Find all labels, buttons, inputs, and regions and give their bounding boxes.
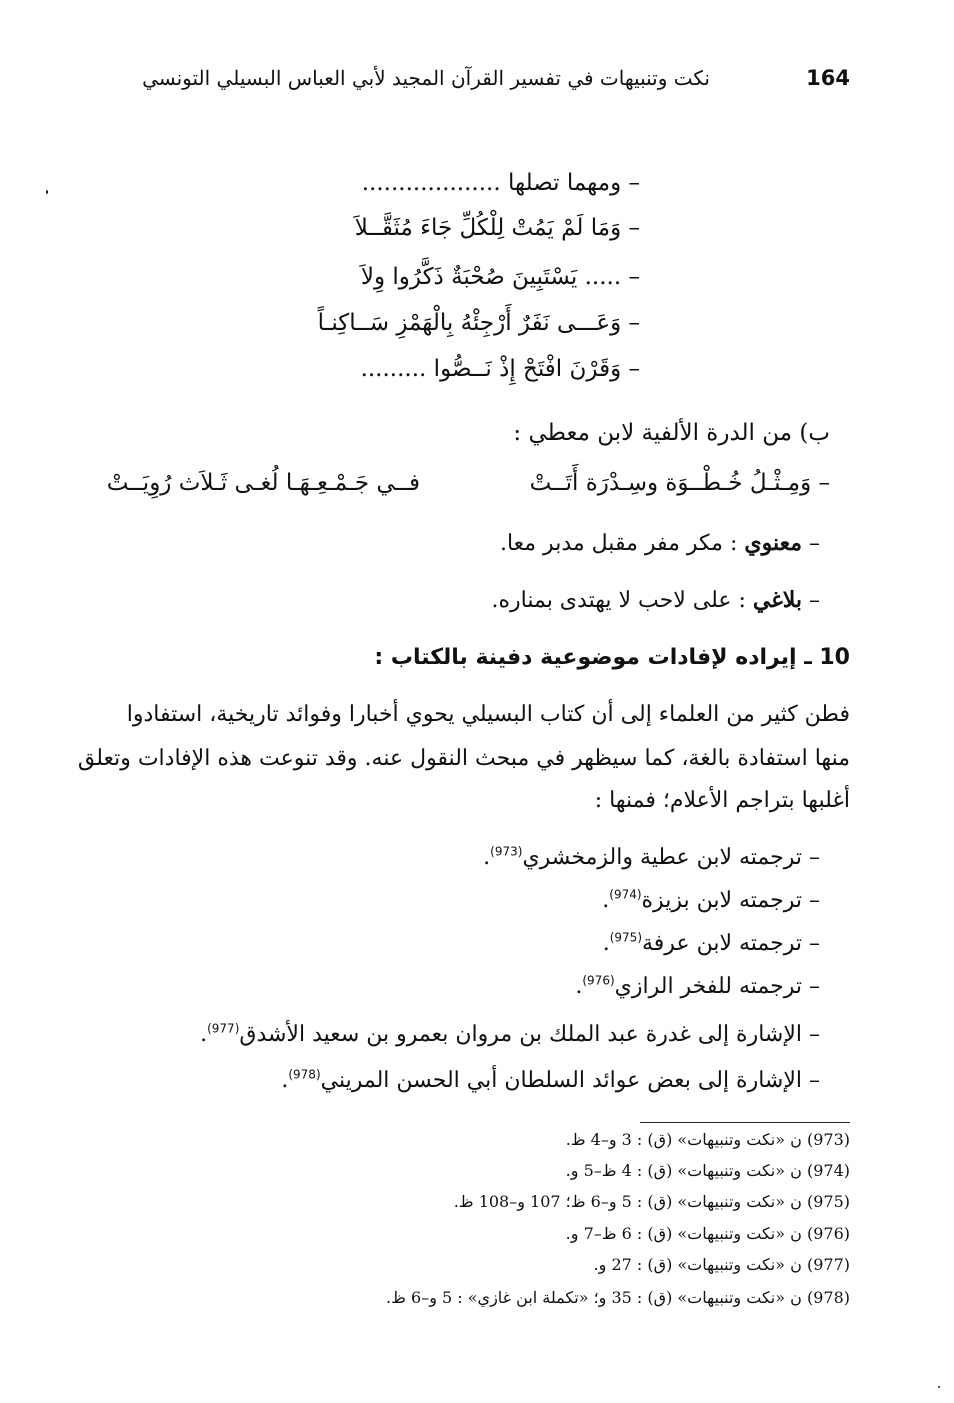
list-item-end: . bbox=[281, 1068, 289, 1093]
list-item bbox=[150, 974, 820, 999]
footnote-ref[interactable]: (977) bbox=[207, 1021, 240, 1036]
list-item-text: – الإشارة إلى غدرة عبد الملك بن مروان بعمرو بن سعيد الأشدق bbox=[239, 1022, 820, 1047]
list-item-end: . bbox=[483, 845, 491, 870]
rhetoric-label: بلاغي bbox=[752, 587, 802, 613]
meaning-label: معنوي bbox=[744, 530, 802, 556]
page-number: 164 bbox=[806, 66, 850, 90]
scan-speck bbox=[46, 190, 48, 194]
paragraph-line-2: منها استفادة بالغة، كما سيظهر في مبحث النقول عنه. وقد تنوعت هذه الإفادات وتعلق bbox=[77, 746, 850, 771]
list-item bbox=[150, 888, 820, 913]
paragraph-line-3: أغلبها بتراجم الأعلام؛ فمنها : bbox=[594, 788, 850, 813]
footnote: (977) ن «نكت وتنبيهات» (ق) : 27 و. bbox=[593, 1255, 850, 1274]
list-item-end: . bbox=[200, 1022, 208, 1047]
list-item bbox=[150, 931, 820, 956]
list-item-text: – الإشارة إلى بعض عوائد السلطان أبي الحسن المريني bbox=[320, 1068, 820, 1093]
list-item-end: . bbox=[602, 888, 610, 913]
list-item bbox=[150, 1022, 820, 1047]
running-title: نكت وتنبيهات في تفسير القرآن المجيد لأبي العباس البسيلي التونسي bbox=[142, 66, 710, 90]
verse-line-3: – ..... يَسْتَبِينَ صُحْبَةٌ ذَكَّرُوا وِلاَ bbox=[360, 264, 640, 290]
section-title: 10 ـ إيراده لإفادات موضوعية دفينة بالكتاب : bbox=[374, 645, 850, 670]
list-item-text: – ترجمته لابن بزيزة bbox=[641, 888, 820, 913]
verse-line-4: – وَعَـــى نَفَرٌ أَرْجِئْهُ بِالْهَمْزِ سَــاكِنـاً bbox=[317, 310, 640, 336]
rhetoric-line: – بلاغي : على لاحب لا يهتدى بمناره. bbox=[491, 587, 820, 613]
list-item bbox=[150, 845, 820, 870]
footnote: (975) ن «نكت وتنبيهات» (ق) : 5 و–6 ظ؛ 107 و–108 ظ. bbox=[453, 1192, 850, 1211]
verse-line-2: – وَمَا لَمْ يَمُتْ لِلْكُلِّ جَاءَ مُثَقَّــلاَ bbox=[354, 215, 640, 241]
list-item-text: – ترجمته لابن عرفة bbox=[642, 931, 820, 956]
list-item-text: – ترجمته لابن عطية والزمخشري bbox=[522, 845, 820, 870]
verse-line-5: – وَقَرْنَ افْتَحْ إِذْ نَــصُّوا ......... bbox=[360, 356, 640, 382]
footnote: (976) ن «نكت وتنبيهات» (ق) : 6 ظ–7 و. bbox=[565, 1224, 850, 1243]
footnote-divider bbox=[640, 1122, 850, 1123]
list-item-end: . bbox=[602, 931, 610, 956]
footnote: (974) ن «نكت وتنبيهات» (ق) : 4 ظ–5 و. bbox=[565, 1161, 850, 1180]
footnote: (978) ن «نكت وتنبيهات» (ق) : 35 و؛ «تكملة ابن غازي» : 5 و–6 ظ. bbox=[386, 1288, 850, 1307]
hemistich-right: – وَمِـثْـلُ خُـطْــوَة وسِـدْرَة أَتَــتْ bbox=[529, 470, 830, 496]
hemistich-left: فــي جَـمْـعِـهَـا لُغـى ثَـلاَث رُوِيَــتْ bbox=[106, 470, 420, 496]
footnote-ref[interactable]: (973) bbox=[490, 844, 523, 859]
scan-speck bbox=[938, 1386, 940, 1388]
footnote-ref[interactable]: (974) bbox=[609, 887, 642, 902]
footnote-ref[interactable]: (976) bbox=[582, 973, 615, 988]
subheading-b: ب) من الدرة الألفية لابن معطي : bbox=[513, 420, 830, 446]
paragraph-line-1: فطن كثير من العلماء إلى أن كتاب البسيلي يحوي أخبارا وفوائد تاريخية، استفادوا bbox=[126, 702, 850, 727]
meaning-text: : مكر مفر مقبل مدبر معا. bbox=[499, 531, 745, 556]
list-item-text: – ترجمته للفخر الرازي bbox=[614, 974, 820, 999]
list-item bbox=[150, 1068, 820, 1093]
footnote-ref[interactable]: (975) bbox=[609, 930, 642, 945]
verse-line-1: – ومهما تصلها ................... bbox=[361, 170, 640, 196]
footnote: (973) ن «نكت وتنبيهات» (ق) : 3 و–4 ظ. bbox=[565, 1130, 850, 1149]
meaning-line: – معنوي : مكر مفر مقبل مدبر معا. bbox=[499, 530, 820, 556]
footnote-ref[interactable]: (978) bbox=[288, 1067, 321, 1082]
list-item-end: . bbox=[575, 974, 583, 999]
rhetoric-text: : على لاحب لا يهتدى بمناره. bbox=[491, 588, 753, 613]
